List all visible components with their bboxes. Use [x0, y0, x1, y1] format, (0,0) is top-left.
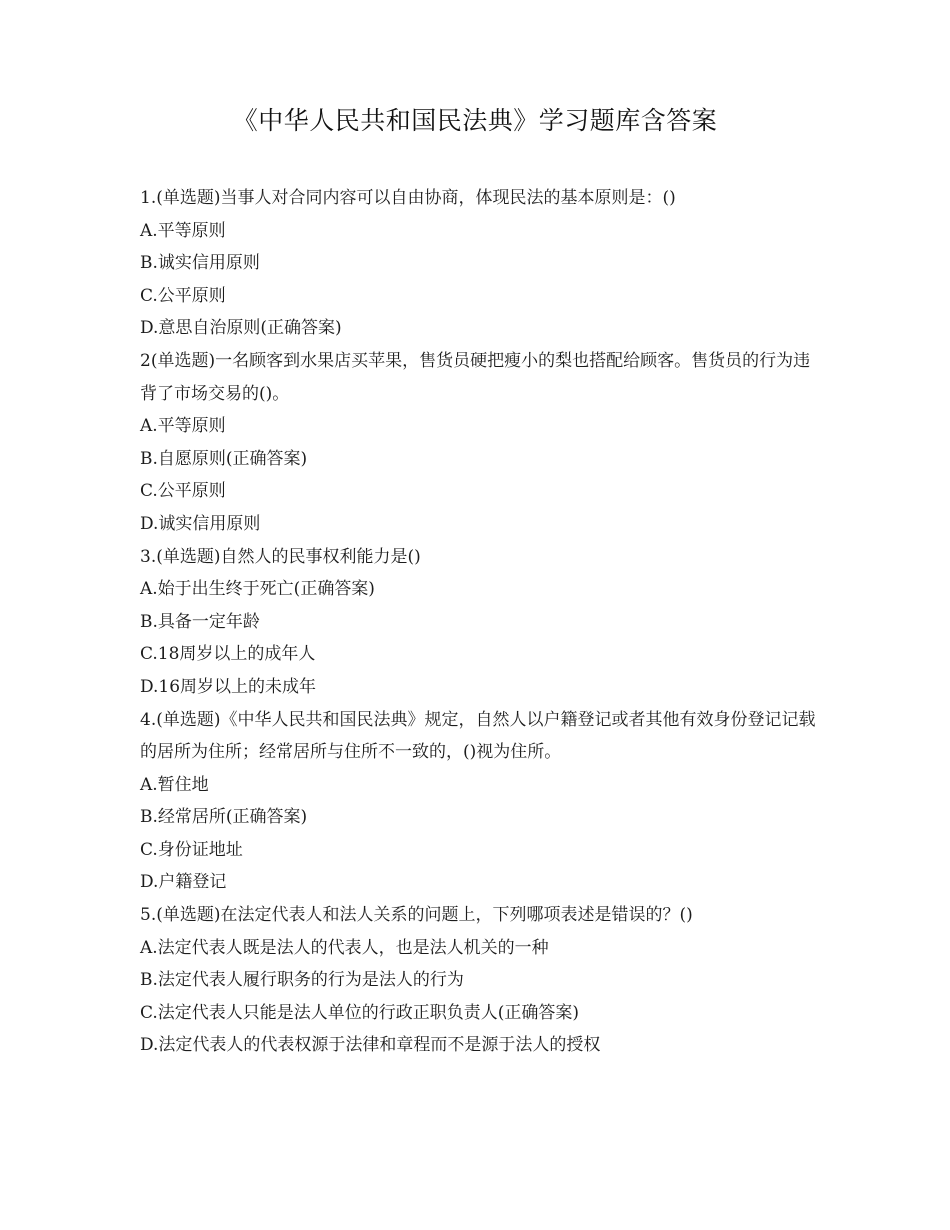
option-c: C.法定代表人只能是法人单位的行政正职负责人(正确答案) — [140, 1002, 580, 1023]
option-d: D.诚实信用原则 — [140, 513, 261, 534]
question-block — [140, 541, 820, 704]
option-a: A.法定代表人既是法人的代表人，也是法人机关的一种 — [140, 937, 549, 958]
option-c: C.公平原则 — [140, 285, 226, 306]
option-c: C.公平原则 — [140, 481, 226, 502]
question-stem: 2(单选题)一名顾客到水果店买苹果，售货员硬把瘦小的梨也搭配给顾客。售货员的行为违背了市场交易的()。 — [140, 350, 811, 404]
question-block — [140, 899, 820, 1062]
option-c: C.18周岁以上的成年人 — [140, 644, 316, 665]
option-d: D.16周岁以上的未成年 — [140, 676, 317, 697]
option-b: B.具备一定年龄 — [140, 611, 260, 632]
option-a: A.始于出生终于死亡(正确答案) — [140, 579, 375, 600]
option-d: D.户籍登记 — [140, 872, 227, 893]
question-block — [140, 182, 820, 345]
option-b: B.经常居所(正确答案) — [140, 807, 308, 828]
question-stem: 1.(单选题)当事人对合同内容可以自由协商，体现民法的基本原则是：() — [140, 188, 676, 208]
question-stem: 5.(单选题)在法定代表人和法人关系的问题上，下列哪项表述是错误的？() — [140, 905, 693, 926]
option-d: D.意思自治原则(正确答案) — [140, 318, 342, 339]
option-c: C.身份证地址 — [140, 839, 243, 860]
option-b: B.诚实信用原则 — [140, 253, 260, 274]
option-a: A.暂住地 — [140, 774, 209, 795]
question-block — [140, 704, 820, 900]
question-list — [140, 182, 820, 1062]
option-a: A.平等原则 — [140, 416, 226, 437]
question-block — [140, 345, 820, 541]
question-stem: 3.(单选题)自然人的民事权利能力是() — [140, 546, 421, 567]
document-title: 《中华人民共和国民法典》学习题库含答案 — [232, 106, 718, 135]
option-d: D.法定代表人的代表权源于法律和章程而不是源于法人的授权 — [140, 1035, 601, 1056]
option-b: B.法定代表人履行职务的行为是法人的行为 — [140, 970, 464, 991]
option-b: B.自愿原则(正确答案) — [140, 448, 308, 469]
option-a: A.平等原则 — [140, 220, 226, 241]
question-stem: 4.(单选题)《中华人民共和国民法典》规定，自然人以户籍登记或者其他有效身份登记记载的居所为住所；经常居所与住所不一致的，()视为住所。 — [140, 709, 816, 763]
